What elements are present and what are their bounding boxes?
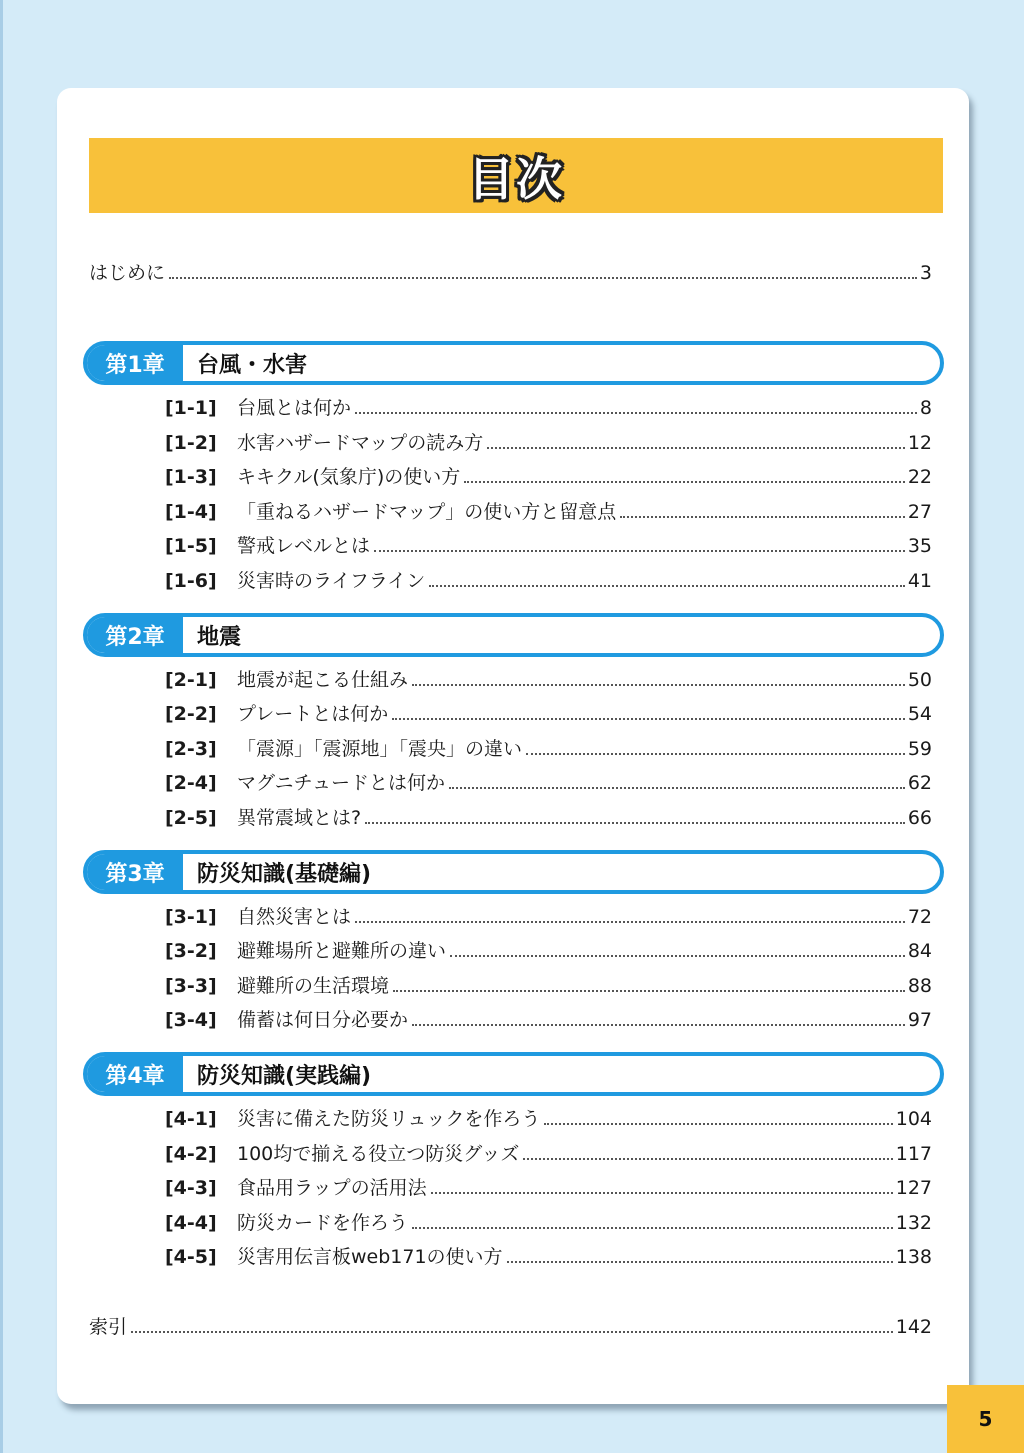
section-id: [4-3] [165,1177,217,1199]
chapter-number: 第1章 [87,345,183,381]
toc-entry[interactable] [165,1139,932,1165]
section-label: 災害用伝言板web171の使い方 [237,1246,503,1268]
toc-entry-page: 142 [895,1316,932,1338]
section-id: [1-2] [165,432,217,454]
leader-dots [429,585,905,587]
title-banner [89,138,943,213]
section-page: 84 [907,940,932,962]
leader-dots [412,1227,893,1229]
leader-dots [431,1192,893,1194]
section-page: 117 [895,1143,932,1165]
section-id: [3-4] [165,1009,217,1031]
section-label: 災害時のライフライン [237,570,426,592]
toc-entry[interactable] [165,1208,932,1234]
toc-entry[interactable] [165,971,932,997]
leader-dots [507,1261,893,1263]
leader-dots [449,787,905,789]
leader-dots [393,990,905,992]
section-id: [3-1] [165,906,217,928]
toc-entry[interactable] [165,462,932,488]
section-page: 59 [907,738,932,760]
section-label: 異常震域とは? [237,807,362,829]
toc-card [57,88,969,1404]
section-id: [2-5] [165,807,217,829]
section-id: [4-5] [165,1246,217,1268]
chapter-heading-4[interactable] [83,1052,944,1096]
chapter-title: 台風・水害 [197,352,308,378]
leader-dots [131,1331,893,1333]
section-id: [4-1] [165,1108,217,1130]
section-label: 「震源」「震源地」「震央」の違い [237,738,523,760]
section-id: [2-4] [165,772,217,794]
section-id: [2-3] [165,738,217,760]
section-label: 台風とは何か [237,397,352,419]
leader-dots [464,481,905,483]
chapter-heading-3[interactable] [83,850,944,894]
section-label: 食品用ラップの活用法 [237,1177,427,1199]
section-id: [1-3] [165,466,217,488]
leader-dots [523,1158,892,1160]
section-page: 88 [907,975,932,997]
section-page: 41 [907,570,932,592]
section-label: 避難場所と避難所の違い [237,940,447,962]
toc-entry[interactable] [165,734,932,760]
leader-dots [169,277,917,279]
chapter-title: 地震 [197,624,242,650]
toc-entry[interactable] [165,1104,932,1130]
section-label: 地震が起こる仕組み [237,669,409,691]
leader-dots [355,921,905,923]
leader-dots [544,1123,892,1125]
leader-dots [392,718,905,720]
toc-entry[interactable] [165,428,932,454]
toc-entry[interactable] [165,1242,932,1268]
section-id: [2-1] [165,669,217,691]
section-label: 避難所の生活環境 [237,975,390,997]
section-label: キキクル(気象庁)の使い方 [237,466,461,488]
toc-entry[interactable] [165,803,932,829]
toc-entry-index[interactable] [89,1312,932,1338]
section-page: 50 [907,669,932,691]
leader-dots [374,550,905,552]
section-page: 22 [907,466,932,488]
section-id: [1-5] [165,535,217,557]
section-page: 97 [907,1009,932,1031]
section-page: 62 [907,772,932,794]
leader-dots [412,684,905,686]
page-edge-rule [0,0,3,1453]
section-page: 35 [907,535,932,557]
section-page: 8 [919,397,932,419]
toc-entry[interactable] [165,393,932,419]
leader-dots [365,822,905,824]
toc-entry-intro[interactable] [89,258,932,284]
section-label: マグニチュードとは何か [237,772,446,794]
toc-entry[interactable] [165,566,932,592]
section-label: 100均で揃える役立つ防災グッズ [237,1143,520,1165]
section-id: [1-6] [165,570,217,592]
chapter-number: 第4章 [87,1056,183,1092]
leader-dots [412,1024,905,1026]
section-label: 防災カードを作ろう [237,1212,409,1234]
toc-entry[interactable] [165,1005,932,1031]
chapter-number: 第2章 [87,617,183,653]
section-page: 104 [895,1108,932,1130]
toc-entry[interactable] [165,1173,932,1199]
toc-entry[interactable] [165,531,932,557]
page-number-tab [947,1385,1024,1453]
section-page: 132 [895,1212,932,1234]
section-label: 自然災害とは [237,906,352,928]
section-id: [3-2] [165,940,217,962]
toc-entry-label: はじめに [89,262,166,284]
section-id: [2-2] [165,703,217,725]
section-page: 66 [907,807,932,829]
chapter-title: 防災知識(基礎編) [197,861,372,887]
page-title: 目次 [468,151,564,206]
toc-entry[interactable] [165,699,932,725]
section-label: 備蓄は何日分必要か [237,1009,409,1031]
leader-dots [620,516,905,518]
section-page: 127 [895,1177,932,1199]
section-label: 警戒レベルとは [237,535,371,557]
toc-entry[interactable] [165,497,932,523]
section-id: [4-4] [165,1212,217,1234]
section-id: [1-4] [165,501,217,523]
section-page: 12 [907,432,932,454]
toc-entry-page: 3 [919,262,932,284]
section-id: [1-1] [165,397,217,419]
leader-dots [355,412,917,414]
section-page: 54 [907,703,932,725]
chapter-title: 防災知識(実践編) [197,1063,372,1089]
toc-entry[interactable] [165,665,932,691]
toc-entry-label: 索引 [89,1316,128,1338]
chapter-heading-1[interactable] [83,341,944,385]
section-page: 138 [895,1246,932,1268]
toc-entry[interactable] [165,936,932,962]
leader-dots [526,753,905,755]
toc-entry[interactable] [165,768,932,794]
section-label: 水害ハザードマップの読み方 [237,432,484,454]
section-label: 「重ねるハザードマップ」の使い方と留意点 [237,501,617,523]
section-id: [4-2] [165,1143,217,1165]
section-label: 災害に備えた防災リュックを作ろう [237,1108,541,1130]
section-label: プレートとは何か [237,703,389,725]
section-page: 72 [907,906,932,928]
leader-dots [487,447,905,449]
toc-entry[interactable] [165,902,932,928]
chapter-heading-2[interactable] [83,613,944,657]
section-page: 27 [907,501,932,523]
leader-dots [450,955,905,957]
chapter-number: 第3章 [87,854,183,890]
page-number: 5 [978,1407,993,1431]
section-id: [3-3] [165,975,217,997]
